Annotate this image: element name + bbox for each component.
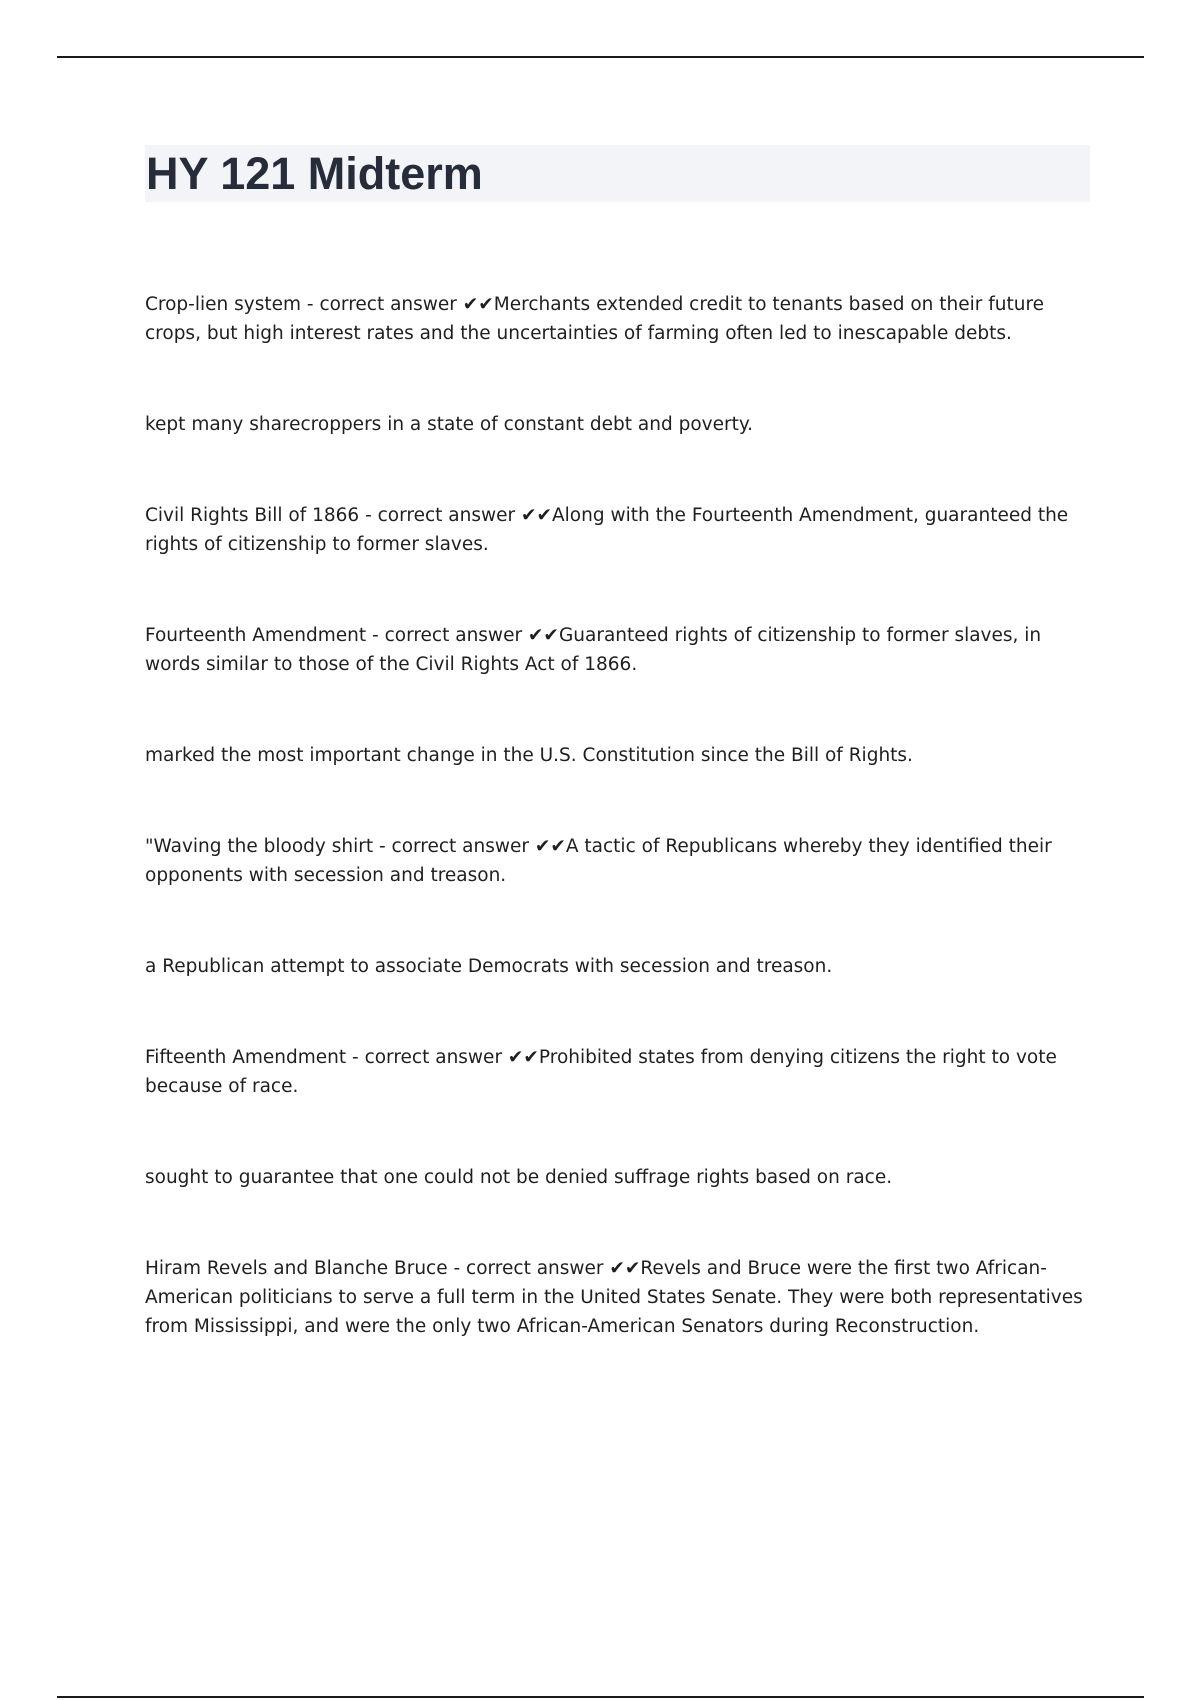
page-title: HY 121 Midterm xyxy=(146,148,483,199)
top-divider xyxy=(57,56,1144,58)
entry-fourteenth-amendment: Fourteenth Amendment - correct answer ✔✔Guaranteed rights of citizenship to former slaves, in words similar to those of the Civil Rights Act of 1866. xyxy=(145,625,1042,675)
entry-fifteenth-amendment-note: sought to guarantee that one could not be denied suffrage rights based on race. xyxy=(145,1167,893,1188)
bottom-divider xyxy=(57,1696,1144,1698)
entry-crop-lien-note: kept many sharecroppers in a state of constant debt and poverty. xyxy=(145,414,754,435)
entry-civil-rights-bill: Civil Rights Bill of 1866 - correct answer ✔✔Along with the Fourteenth Amendment, guaranteed the rights of citizenship to former slaves. xyxy=(145,505,1069,555)
entry-list xyxy=(145,290,1090,1341)
entry-bloody-shirt: "Waving the bloody shirt - correct answer ✔✔A tactic of Republicans whereby they identified their opponents with secession and treason. xyxy=(145,836,1052,886)
entry-bloody-shirt-note: a Republican attempt to associate Democrats with secession and treason. xyxy=(145,956,833,977)
entry-fourteenth-amendment-note: marked the most important change in the U.S. Constitution since the Bill of Rights. xyxy=(145,745,913,766)
entry-fifteenth-amendment: Fifteenth Amendment - correct answer ✔✔Prohibited states from denying citizens the right to vote because of race. xyxy=(145,1047,1057,1097)
entry-revels-bruce: Hiram Revels and Blanche Bruce - correct answer ✔✔Revels and Bruce were the first two African-American politicians to serve a full term in the United States Senate. They were both representatives from Mississippi, and were the only two African-American Senators during Reconstruction. xyxy=(145,1258,1083,1337)
entry-crop-lien: Crop-lien system - correct answer ✔✔Merchants extended credit to tenants based on their future crops, but high interest rates and the uncertainties of farming often led to inescapable debts. xyxy=(145,294,1045,344)
